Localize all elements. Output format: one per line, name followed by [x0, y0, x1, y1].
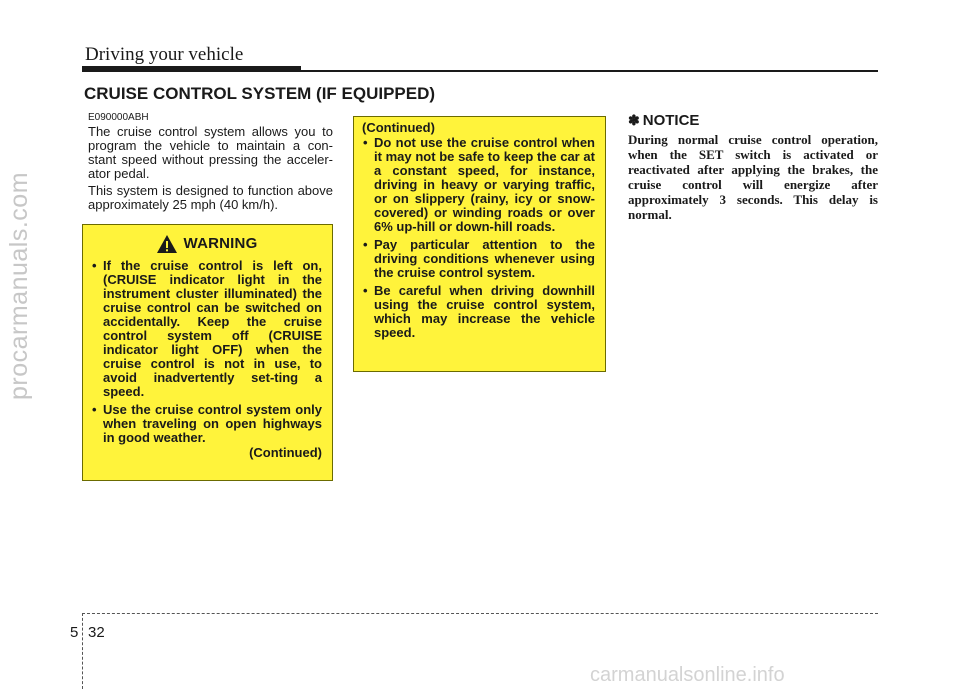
- header-rule: [82, 70, 878, 72]
- chapter-title: Driving your vehicle: [85, 44, 244, 65]
- footer-divider: [82, 613, 83, 689]
- warning-item: • Be careful when driving downhill using the cruise control system, which may increase the vehicle speed.: [362, 284, 595, 340]
- speed-paragraph: This system is designed to function above approximately 25 mph (40 km/h).: [88, 183, 333, 212]
- warning-item: • If the cruise control is left on, (CRUISE indicator light in the instrument cluster illuminated) the cruise control can be switched on accidentally. Keep the cruise control system off (CRUISE indicator light OFF) when the cruise control is not in use, to avoid inadvertently set-ting a speed.: [91, 259, 322, 399]
- page-number: 32: [88, 624, 105, 641]
- intro-paragraph: The cruise control system allows you to program the vehicle to maintain a con-stant speed without pressing the acceler-ator pedal.: [88, 124, 333, 181]
- warning-continued-box: [353, 116, 606, 372]
- section-code: E090000ABH: [88, 112, 149, 123]
- warning-item: • Use the cruise control system only when traveling on open highways in good weather.: [91, 403, 322, 445]
- notice-mark-icon: ✽: [628, 112, 640, 128]
- footer-rule: [82, 613, 878, 614]
- continued-label: (Continued): [362, 120, 435, 135]
- warning-triangle-icon: [156, 234, 178, 254]
- warning-box: [82, 224, 333, 481]
- side-watermark: procarmanuals.com: [5, 171, 33, 400]
- section-heading: CRUISE CONTROL SYSTEM (IF EQUIPPED): [84, 84, 436, 103]
- chapter-number: 5: [70, 624, 79, 641]
- warning-title: WARNING: [183, 235, 258, 252]
- notice-title: NOTICE: [642, 112, 700, 129]
- continued-label: (Continued): [249, 445, 322, 460]
- notice-heading: [628, 112, 699, 129]
- notice-text: During normal cruise control operation, when the SET switch is activated or reactivated after applying the brakes, the cruise control will energize after approximately 3 seconds. This delay is normal.: [628, 132, 878, 222]
- warning-list: [91, 259, 322, 445]
- warning-header: [91, 234, 322, 254]
- warning-item: • Pay particular attention to the driving conditions whenever using the cruise control system.: [362, 238, 595, 280]
- footer-watermark: carmanualsonline.info: [590, 664, 785, 686]
- warning-item: • Do not use the cruise control when it may not be safe to keep the car at a constant speed, for instance, driving in heavy or varying traffic, or on slippery (rainy, icy or snow-covered) or winding roads or over 6% up-hill or down-hill roads.: [362, 136, 595, 234]
- warning-continued-list: [362, 136, 595, 340]
